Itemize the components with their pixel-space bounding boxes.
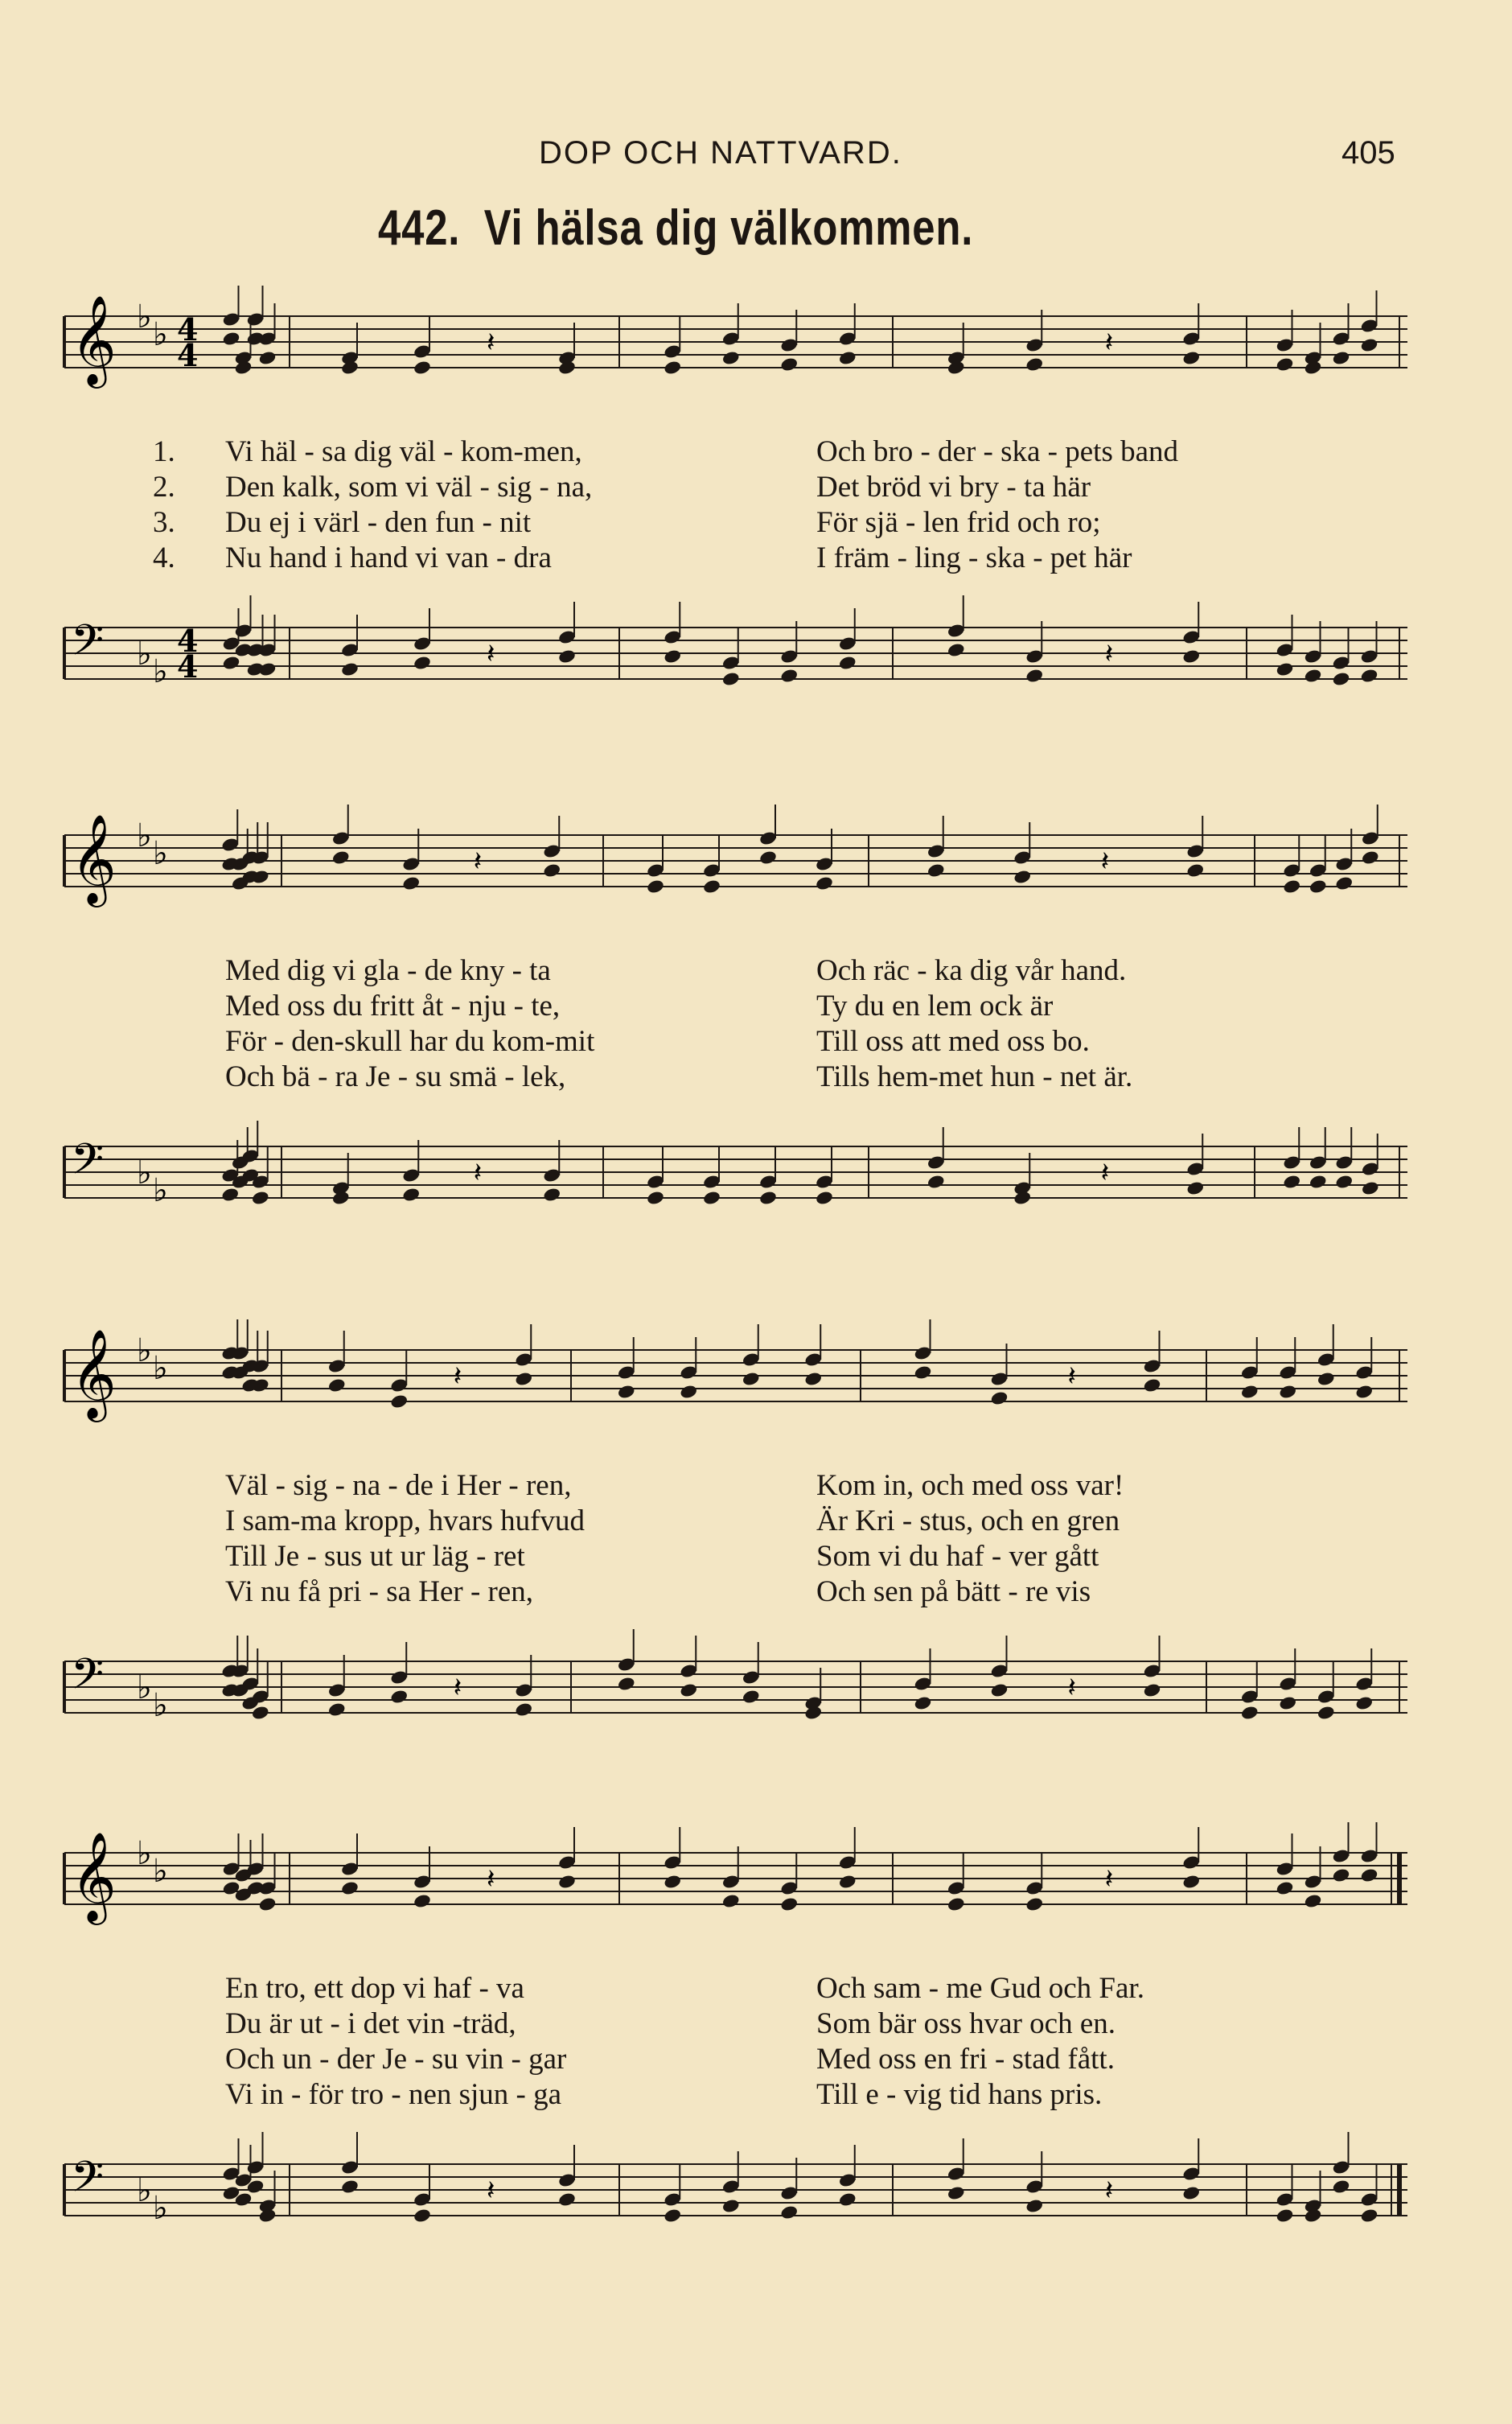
note-head bbox=[742, 1689, 761, 1705]
lyric-line bbox=[56, 1060, 1415, 1095]
note-head bbox=[1181, 648, 1201, 665]
rest-icon: 𝄽 bbox=[1100, 846, 1110, 878]
note-head bbox=[1334, 875, 1354, 891]
bass-staff-svg bbox=[56, 595, 1415, 716]
flat-icon: ♭ bbox=[153, 1350, 168, 1387]
note-head bbox=[1354, 1695, 1374, 1711]
note-head bbox=[742, 1371, 761, 1387]
note-head bbox=[1143, 1377, 1162, 1393]
note-head bbox=[340, 661, 360, 677]
lyric-second-half: I främ - ling - ska - pet här bbox=[816, 541, 1132, 574]
note-head bbox=[1181, 350, 1201, 366]
lyric-line bbox=[56, 1971, 1415, 2006]
note-head bbox=[914, 1695, 933, 1711]
bass-clef-icon: 𝄢 bbox=[71, 1135, 105, 1195]
treble-clef-icon: 𝄞 bbox=[71, 813, 117, 903]
treble-clef-icon: 𝄞 bbox=[71, 1328, 117, 1418]
note-head bbox=[617, 1384, 636, 1400]
flat-icon: ♭ bbox=[153, 835, 168, 872]
note-head bbox=[758, 850, 778, 866]
note-head bbox=[838, 1874, 857, 1890]
flat-icon: ♭ bbox=[153, 1853, 168, 1890]
note-head bbox=[331, 850, 351, 866]
note-head bbox=[779, 356, 799, 372]
treble-clef-icon: 𝄞 bbox=[71, 294, 117, 385]
note-head bbox=[1304, 1893, 1323, 1909]
note-head bbox=[401, 875, 421, 891]
note-head bbox=[1282, 1174, 1301, 1190]
note-head bbox=[679, 1682, 698, 1698]
note-head bbox=[557, 2191, 577, 2208]
note-head bbox=[1361, 1180, 1380, 1196]
note-head bbox=[1332, 671, 1351, 687]
lyrics-block bbox=[56, 1971, 1415, 2113]
note-head bbox=[838, 655, 857, 671]
lyric-line bbox=[56, 1504, 1415, 1539]
lyric-line bbox=[56, 2042, 1415, 2077]
note-head bbox=[838, 350, 857, 366]
note-head bbox=[927, 1174, 946, 1190]
lyric-first-half: Den kalk, som vi väl - sig - na, bbox=[225, 471, 593, 504]
note-head bbox=[1332, 2179, 1351, 2195]
bass-clef-icon: 𝄢 bbox=[71, 1650, 105, 1710]
note-head bbox=[663, 648, 682, 665]
note-head bbox=[721, 671, 741, 687]
verse-number: 2. bbox=[153, 471, 175, 504]
bass-staff-svg bbox=[56, 2132, 1415, 2253]
note-head bbox=[1181, 2185, 1201, 2201]
rest-icon: 𝄽 bbox=[1104, 2175, 1114, 2207]
note-head bbox=[340, 1880, 360, 1896]
rest-icon: 𝄽 bbox=[1100, 1157, 1110, 1189]
note-head bbox=[1360, 668, 1379, 684]
note-head bbox=[1361, 850, 1380, 866]
flat-icon: ♭ bbox=[153, 316, 168, 353]
note-head bbox=[1334, 1174, 1354, 1190]
note-head bbox=[220, 1187, 240, 1203]
note-head bbox=[1276, 1880, 1295, 1896]
note-head bbox=[815, 875, 834, 891]
note-head bbox=[1332, 1867, 1351, 1883]
lyric-second-half: Som vi du haf - ver gått bbox=[816, 1540, 1099, 1573]
lyric-line bbox=[56, 989, 1415, 1024]
lyric-line bbox=[56, 1574, 1415, 1610]
note-head bbox=[947, 2185, 966, 2201]
note-head bbox=[617, 1676, 636, 1692]
lyric-first-half: Vi in - för tro - nen sjun - ga bbox=[225, 2078, 562, 2111]
rest-icon: 𝄽 bbox=[487, 2175, 495, 2207]
note-head bbox=[327, 1377, 347, 1393]
note-head bbox=[663, 360, 682, 376]
note-head bbox=[514, 1702, 533, 1718]
rest-icon: 𝄽 bbox=[487, 327, 495, 359]
note-head bbox=[803, 1371, 823, 1387]
note-head bbox=[557, 648, 577, 665]
rest-icon: 𝄽 bbox=[453, 1672, 462, 1704]
hymn-number: 442. bbox=[378, 200, 461, 256]
lyric-line bbox=[56, 1468, 1415, 1504]
note-head bbox=[1282, 879, 1301, 895]
note-head bbox=[1025, 356, 1044, 372]
note-head bbox=[1185, 862, 1205, 879]
page-number: 405 bbox=[1341, 135, 1395, 171]
bass-clef-icon: 𝄢 bbox=[71, 616, 105, 676]
treble-staff-svg bbox=[56, 1822, 1415, 1935]
note-head bbox=[779, 668, 799, 684]
flat-icon: ♭ bbox=[153, 2190, 168, 2227]
note-head bbox=[1185, 1180, 1205, 1196]
flat-icon: ♭ bbox=[153, 1172, 168, 1209]
note-head bbox=[413, 360, 432, 376]
flat-icon: ♭ bbox=[137, 817, 152, 854]
rest-icon: 𝄽 bbox=[487, 1863, 495, 1895]
verse-number: 4. bbox=[153, 541, 175, 574]
lyric-first-half: För - den-skull har du kom-mit bbox=[225, 1025, 595, 1058]
note-head bbox=[663, 2208, 682, 2224]
lyric-first-half: Och bä - ra Je - su smä - lek, bbox=[225, 1060, 566, 1093]
flat-icon: ♭ bbox=[137, 1835, 152, 1872]
lyric-second-half: Ty du en lem ock är bbox=[816, 990, 1054, 1023]
lyric-second-half: Är Kri - stus, och en gren bbox=[816, 1504, 1120, 1537]
verse-number: 3. bbox=[153, 506, 175, 539]
time-signature: 4 bbox=[177, 337, 199, 373]
lyric-first-half: Väl - sig - na - de i Her - ren, bbox=[225, 1469, 572, 1502]
lyric-second-half: Och bro - der - ska - pets band bbox=[816, 435, 1179, 468]
note-head bbox=[663, 1874, 682, 1890]
note-head bbox=[340, 2179, 360, 2195]
lyric-line bbox=[56, 470, 1415, 505]
lyric-line bbox=[56, 953, 1415, 989]
note-head bbox=[413, 2208, 432, 2224]
treble-staff-svg bbox=[56, 286, 1415, 398]
lyric-second-half: Tills hem-met hun - net är. bbox=[816, 1060, 1133, 1093]
bass-staff bbox=[64, 1121, 1407, 1209]
lyric-line bbox=[56, 505, 1415, 541]
note-head bbox=[1317, 1705, 1336, 1721]
note-head bbox=[1240, 1705, 1259, 1721]
note-head bbox=[222, 331, 241, 347]
flat-icon: ♭ bbox=[153, 653, 168, 690]
note-head bbox=[514, 1371, 533, 1387]
note-head bbox=[413, 1893, 432, 1909]
lyric-first-half: Med oss du fritt åt - nju - te, bbox=[225, 990, 561, 1023]
rest-icon: 𝄽 bbox=[487, 638, 495, 670]
note-head bbox=[542, 862, 561, 879]
bass-staff bbox=[64, 2132, 1407, 2227]
note-head bbox=[947, 1896, 966, 1912]
note-head bbox=[251, 1190, 270, 1206]
hymn-title: Vi hälsa dig välkommen. bbox=[483, 200, 974, 256]
lyric-first-half: Nu hand i hand vi van - dra bbox=[225, 541, 552, 574]
note-head bbox=[1278, 1384, 1297, 1400]
note-head bbox=[1276, 661, 1295, 677]
note-head bbox=[838, 2191, 857, 2208]
bass-staff bbox=[64, 595, 1407, 690]
lyric-line bbox=[56, 2006, 1415, 2042]
note-head bbox=[401, 1187, 421, 1203]
treble-staff bbox=[64, 1822, 1407, 1925]
rest-icon: 𝄽 bbox=[1067, 1360, 1076, 1393]
note-head bbox=[258, 661, 277, 677]
time-signature: 4 bbox=[177, 311, 199, 348]
lyric-first-half: Vi häl - sa dig väl - kom-men, bbox=[225, 435, 582, 468]
lyric-second-half: Kom in, och med oss var! bbox=[816, 1469, 1124, 1502]
time-signature: 4 bbox=[177, 648, 199, 685]
note-head bbox=[1181, 1874, 1201, 1890]
note-head bbox=[1025, 2198, 1044, 2214]
note-head bbox=[327, 1702, 347, 1718]
note-head bbox=[1360, 1867, 1379, 1883]
note-head bbox=[222, 655, 241, 671]
bass-staff bbox=[64, 1629, 1407, 1724]
lyric-first-half: En tro, ett dop vi haf - va bbox=[225, 1972, 524, 2005]
note-head bbox=[914, 1364, 933, 1381]
flat-icon: ♭ bbox=[137, 1669, 152, 1706]
note-head bbox=[542, 1187, 561, 1203]
lyric-second-half: För sjä - len frid och ro; bbox=[816, 506, 1101, 539]
note-head bbox=[721, 350, 741, 366]
bass-clef-icon: 𝄢 bbox=[71, 2153, 105, 2212]
treble-staff bbox=[64, 805, 1407, 907]
note-head bbox=[1240, 1384, 1259, 1400]
lyric-line bbox=[56, 434, 1415, 470]
lyric-first-half: Med dig vi gla - de kny - ta bbox=[225, 954, 551, 987]
note-head bbox=[1143, 1682, 1162, 1698]
note-head bbox=[758, 1190, 778, 1206]
lyric-second-half: Till oss att med oss bo. bbox=[816, 1025, 1090, 1058]
rest-icon: 𝄽 bbox=[453, 1360, 462, 1393]
note-head bbox=[947, 642, 966, 658]
note-head bbox=[1013, 869, 1032, 885]
lyrics-block bbox=[56, 434, 1415, 576]
lyric-second-half: Och räc - ka dig vår hand. bbox=[816, 954, 1127, 987]
note-head bbox=[646, 1190, 665, 1206]
note-head bbox=[1309, 1174, 1328, 1190]
treble-staff bbox=[64, 1319, 1407, 1422]
note-head bbox=[1304, 668, 1323, 684]
note-head bbox=[815, 1190, 834, 1206]
lyric-second-half: Till e - vig tid hans pris. bbox=[816, 2078, 1103, 2111]
lyrics-block bbox=[56, 1468, 1415, 1610]
note-head bbox=[1360, 337, 1379, 353]
flat-icon: ♭ bbox=[137, 2172, 152, 2209]
section-title: DOP OCH NATTVARD. bbox=[539, 135, 902, 171]
note-head bbox=[557, 1874, 577, 1890]
note-head bbox=[1276, 356, 1295, 372]
note-head bbox=[1025, 668, 1044, 684]
note-head bbox=[258, 350, 277, 366]
bass-staff-svg bbox=[56, 1629, 1415, 1750]
note-head bbox=[1278, 1695, 1297, 1711]
note-head bbox=[679, 1384, 698, 1400]
note-head bbox=[990, 1390, 1009, 1406]
verse-number: 1. bbox=[153, 435, 175, 468]
note-head bbox=[646, 879, 665, 895]
note-head bbox=[1354, 1384, 1374, 1400]
note-head bbox=[1332, 350, 1351, 366]
note-head bbox=[927, 862, 946, 879]
treble-clef-icon: 𝄞 bbox=[71, 1831, 117, 1921]
treble-staff-svg bbox=[56, 805, 1415, 917]
flat-icon: ♭ bbox=[153, 1687, 168, 1724]
note-head bbox=[413, 655, 432, 671]
rest-icon: 𝄽 bbox=[473, 846, 483, 878]
note-head bbox=[389, 1393, 409, 1410]
lyric-first-half: Vi nu få pri - sa Her - ren, bbox=[225, 1575, 534, 1608]
rest-icon: 𝄽 bbox=[1104, 1863, 1114, 1895]
hymn-heading bbox=[378, 200, 973, 257]
note-head bbox=[1360, 2208, 1379, 2224]
rest-icon: 𝄽 bbox=[1104, 638, 1114, 670]
note-head bbox=[389, 1689, 409, 1705]
lyrics-block bbox=[56, 953, 1415, 1095]
lyric-first-half: Till Je - sus ut ur läg - ret bbox=[225, 1540, 525, 1573]
page-header bbox=[0, 135, 1512, 175]
note-head bbox=[702, 1190, 721, 1206]
lyric-second-half: Det bröd vi bry - ta här bbox=[816, 471, 1091, 504]
note-head bbox=[1309, 879, 1328, 895]
note-head bbox=[258, 1896, 277, 1912]
bass-staff-svg bbox=[56, 1114, 1415, 1235]
lyric-first-half: Du ej i värl - den fun - nit bbox=[225, 506, 532, 539]
rest-icon: 𝄽 bbox=[1067, 1672, 1076, 1704]
lyric-line bbox=[56, 541, 1415, 576]
note-head bbox=[990, 1682, 1009, 1698]
time-signature: 4 bbox=[177, 623, 199, 659]
lyric-second-half: Och sen på bätt - re vis bbox=[816, 1575, 1091, 1608]
treble-staff-svg bbox=[56, 1319, 1415, 1432]
note-head bbox=[1276, 2208, 1295, 2224]
lyric-second-half: Som bär oss hvar och en. bbox=[816, 2007, 1116, 2040]
lyric-first-half: Och un - der Je - su vin - gar bbox=[225, 2043, 567, 2076]
flat-icon: ♭ bbox=[137, 1154, 152, 1191]
lyric-line bbox=[56, 2077, 1415, 2113]
flat-icon: ♭ bbox=[137, 1332, 152, 1369]
note-head bbox=[779, 2204, 799, 2220]
note-head bbox=[1317, 1371, 1336, 1387]
flat-icon: ♭ bbox=[137, 636, 152, 673]
treble-staff bbox=[64, 286, 1407, 389]
note-head bbox=[779, 1896, 799, 1912]
note-head bbox=[1025, 1896, 1044, 1912]
lyric-second-half: Och sam - me Gud och Far. bbox=[816, 1972, 1144, 2005]
lyric-line bbox=[56, 1539, 1415, 1574]
rest-icon: 𝄽 bbox=[1104, 327, 1114, 359]
rest-icon: 𝄽 bbox=[473, 1157, 483, 1189]
note-head bbox=[721, 2198, 741, 2214]
lyric-line bbox=[56, 1024, 1415, 1060]
lyric-first-half: I sam-ma kropp, hvars hufvud bbox=[225, 1504, 585, 1537]
lyric-second-half: Med oss en fri - stad fått. bbox=[816, 2043, 1115, 2076]
note-head bbox=[702, 879, 721, 895]
flat-icon: ♭ bbox=[137, 298, 152, 335]
note-head bbox=[721, 1893, 741, 1909]
lyric-first-half: Du är ut - i det vin -träd, bbox=[225, 2007, 516, 2040]
